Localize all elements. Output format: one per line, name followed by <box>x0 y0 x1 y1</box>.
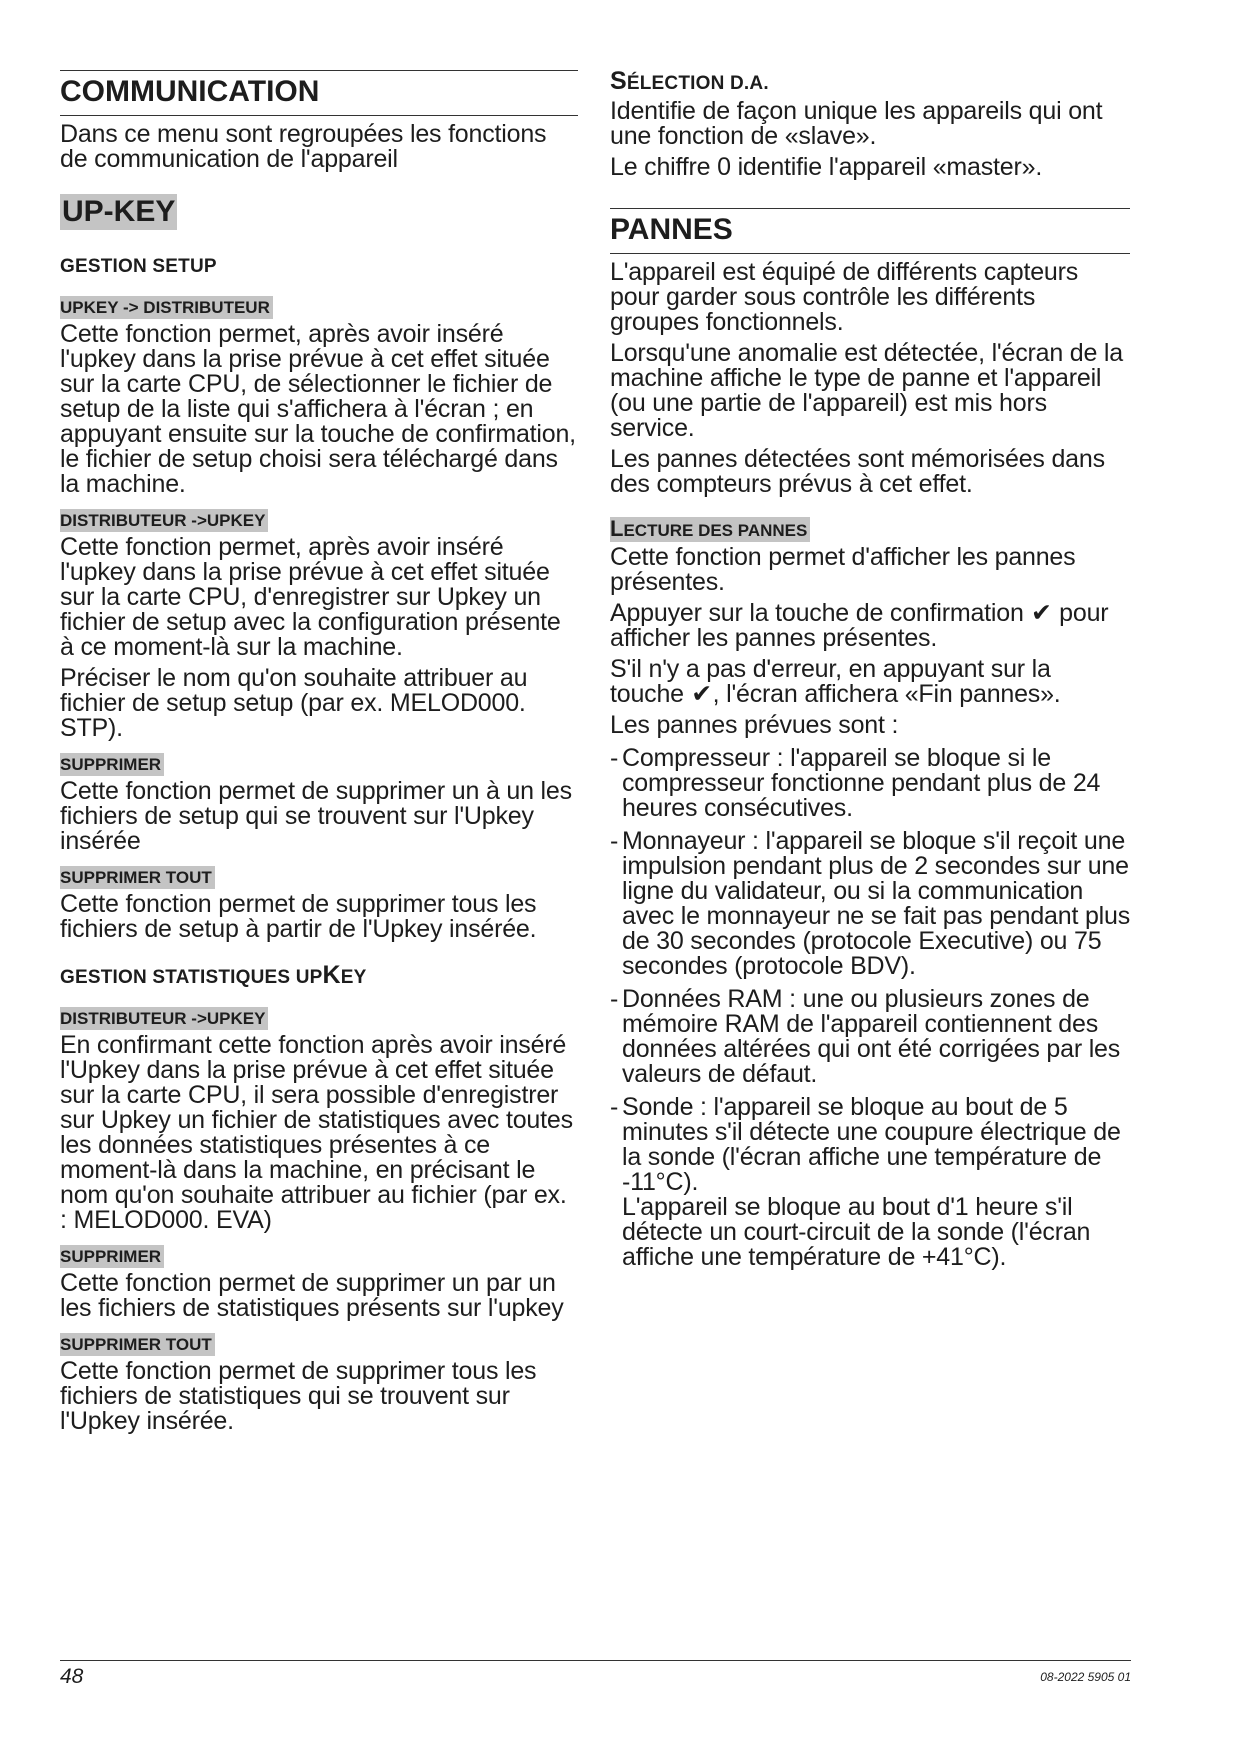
stats-heading <box>60 961 578 989</box>
stats-distributor-to-upkey-heading: DISTRIBUTEUR ->UPKEY <box>60 1007 268 1030</box>
delete-heading: SUPPRIMER <box>60 753 164 776</box>
lecture-heading <box>610 517 810 542</box>
stats-delete-text: Cette fonction permet de supprimer un par un les fichiers de statistiques présents sur l'upkey <box>60 1269 564 1322</box>
page-footer <box>60 1660 1131 1688</box>
stats-heading-ey: EY <box>340 967 367 988</box>
selection-text-2: Le chiffre 0 identifie l'appareil «master». <box>610 153 1043 181</box>
page-number: 48 <box>60 1665 84 1688</box>
distributor-to-upkey-filename-text: Préciser le nom qu'on souhaite attribuer au fichier de setup setup (par ex. MELOD000. STP). <box>60 664 528 742</box>
stats-heading-k: K <box>322 961 341 989</box>
fault-sonde-body <box>622 1095 1130 1270</box>
lecture-text-3 <box>610 657 1130 707</box>
upkey-heading: UP-KEY <box>62 195 176 228</box>
delete-text: Cette fonction permet de supprimer un à un les fichiers de setup qui se trouvent sur l'Upkey insérée <box>60 777 572 855</box>
pannes-text-1: L'appareil est équipé de différents capteurs pour garder sous contrôle les différents groupes fonctionnels. <box>610 258 1079 336</box>
fault-sonde-text-2: L'appareil se bloque au bout d'1 heure s'il détecte un court-circuit de la sonde (l'écran affiche une température de +41°C). <box>622 1193 1091 1271</box>
faults-list <box>610 746 1130 1270</box>
fault-compresseur-text: Compresseur : l'appareil se bloque si le compresseur fonctionne pendant plus de 24 heures consécutives. <box>622 744 1101 822</box>
upkey-to-distributor-heading: UPKEY -> DISTRIBUTEUR <box>60 296 273 319</box>
document-reference: 08-2022 5905 01 <box>1040 1670 1131 1684</box>
stats-heading-prefix: GESTION STATISTIQUES U <box>60 967 310 988</box>
selection-heading-rest: ÉLECTION D.A. <box>626 73 769 94</box>
list-item <box>610 829 1130 979</box>
check-icon: ✔ <box>1031 599 1052 627</box>
lecture-heading-l: L <box>610 516 624 541</box>
lecture-text-2b: pour afficher les pannes présentes. <box>610 599 1109 652</box>
stats-heading-p: P <box>309 967 323 988</box>
stats-delete-all-text: Cette fonction permet de supprimer tous les fichiers de statistiques qui se trouvent sur l'Upkey insérée. <box>60 1357 537 1435</box>
list-dash: - <box>610 744 619 772</box>
delete-all-text: Cette fonction permet de supprimer tous les fichiers de setup à partir de l'Upkey insérée. <box>60 890 537 943</box>
lecture-text-3b: , l'écran affichera «Fin pannes». <box>712 680 1061 708</box>
fault-monnayeur-text: Monnayeur : l'appareil se bloque s'il reçoit une impulsion pendant plus de 2 secondes sur une ligne du validateur, ou si la communication avec le monnayeur ne se fait pas pendant plus de 30 secondes (protocole Executive) ou 75 secondes (protocole BDV). <box>622 827 1131 980</box>
lecture-text-2a: Appuyer sur la touche de confirmation <box>610 599 1024 627</box>
list-dash: - <box>610 1093 619 1121</box>
left-column <box>60 70 578 1440</box>
upkey-to-distributor-text: Cette fonction permet, après avoir inséré l'upkey dans la prise prévue à cet effet située sur la carte CPU, de sélectionner le fichier de setup de la liste qui s'affichera à l'écran ; en appuyant ensuite sur la touche de confirmation, le fichier de setup choisi sera téléchargé dans la machine. <box>60 320 576 498</box>
right-column <box>610 67 1131 1278</box>
pannes-text-2: Lorsqu'une anomalie est détectée, l'écran de la machine affiche le type de panne et l'appareil (ou une partie de l'appareil) est mis hors service. <box>610 339 1123 442</box>
lecture-heading-rest: ECTURE DES PANNES <box>623 521 808 540</box>
delete-all-heading: SUPPRIMER TOUT <box>60 866 215 889</box>
check-icon: ✔ <box>691 680 712 708</box>
gestion-setup-heading: GESTION SETUP <box>60 256 217 277</box>
distributor-to-upkey-heading: DISTRIBUTEUR ->UPKEY <box>60 509 268 532</box>
list-item <box>610 1095 1130 1270</box>
list-item <box>610 987 1130 1087</box>
selection-heading <box>610 67 1130 95</box>
selection-text-1: Identifie de façon unique les appareils qui ont une fonction de «slave». <box>610 97 1103 150</box>
lecture-text-4: Les pannes prévues sont : <box>610 711 899 739</box>
list-dash: - <box>610 985 619 1013</box>
pannes-heading: PANNES <box>610 208 1130 254</box>
lecture-text-3a: S'il n'y a pas d'erreur, en appuyant sur la touche <box>610 655 1051 708</box>
selection-heading-s: S <box>610 67 627 95</box>
list-item <box>610 746 1130 821</box>
stats-delete-all-heading: SUPPRIMER TOUT <box>60 1333 215 1356</box>
lecture-text-2 <box>610 601 1130 651</box>
pannes-text-3: Les pannes détectées sont mémorisées dans des compteurs prévus à cet effet. <box>610 445 1105 498</box>
lecture-text-1: Cette fonction permet d'afficher les pannes présentes. <box>610 543 1076 596</box>
stats-delete-heading: SUPPRIMER <box>60 1245 164 1268</box>
communication-intro: Dans ce menu sont regroupées les fonctions de communication de l'appareil <box>60 120 547 173</box>
stats-distributor-to-upkey-text: En confirmant cette fonction après avoir inséré l'Upkey dans la prise prévue à cet effet située sur la carte CPU, il sera possible d'enregistrer sur Upkey un fichier de statistiques avec toutes les données statistiques présentes à ce moment-là dans la machine, en précisant le nom qu'on souhaite attribuer au fichier (par ex. : MELOD000. EVA) <box>60 1031 573 1234</box>
list-dash: - <box>610 827 619 855</box>
distributor-to-upkey-text: Cette fonction permet, après avoir inséré l'upkey dans la prise prévue à cet effet située sur la carte CPU, d'enregistrer sur Upkey un fichier de setup avec la configuration présente à ce moment-là sur la machine. <box>60 533 561 661</box>
fault-sonde-text: Sonde : l'appareil se bloque au bout de 5 minutes s'il détecte une coupure électrique de la sonde (l'écran affiche une température de -11°C). <box>622 1093 1121 1196</box>
fault-ram-text: Données RAM : une ou plusieurs zones de mémoire RAM de l'appareil contiennent des données altérées qui ont été corrigées par les valeurs de défaut. <box>622 985 1121 1088</box>
communication-heading: COMMUNICATION <box>60 70 578 116</box>
